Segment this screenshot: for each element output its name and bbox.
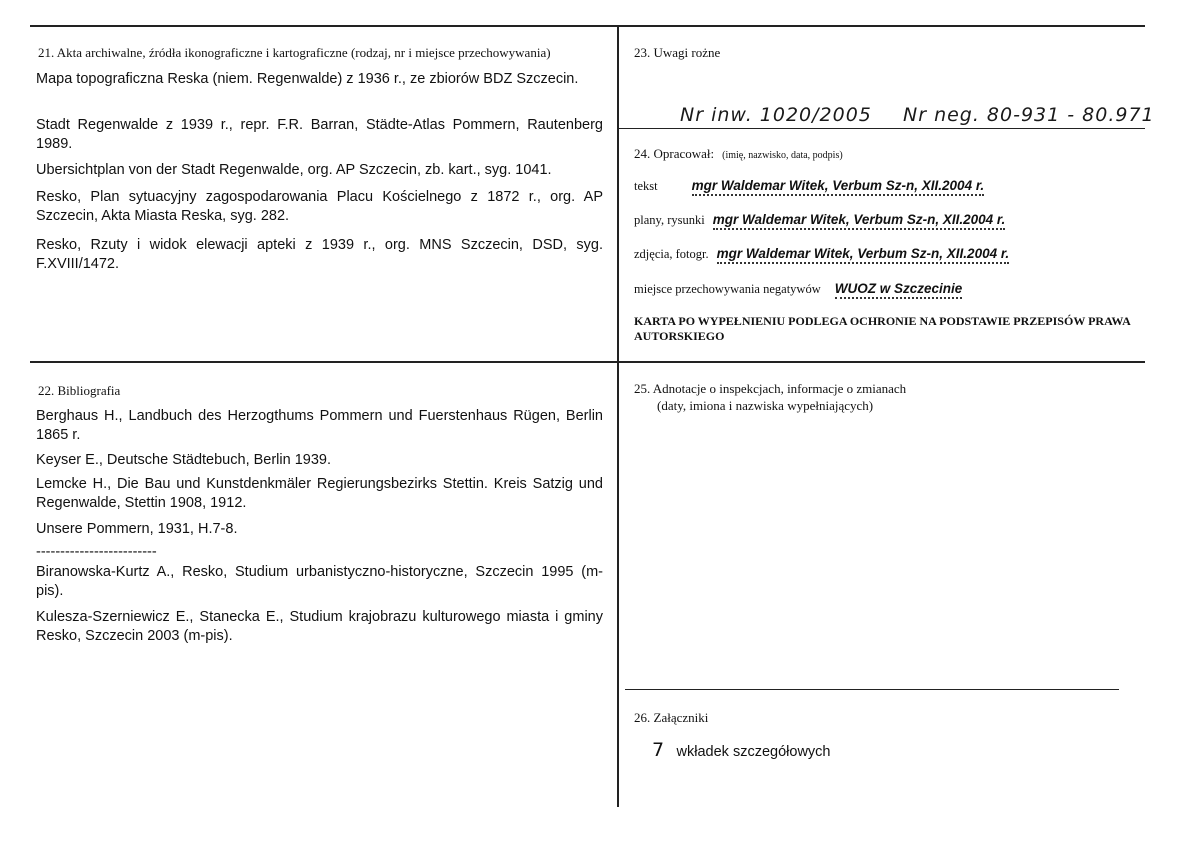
section-24-label — [634, 145, 843, 163]
top-border — [30, 25, 1145, 27]
section-22-label: 22. Bibliografia — [38, 383, 121, 398]
field-plans-label: plany, rysunki — [634, 213, 705, 227]
field-photos-value: mgr Waldemar Witek, Verbum Sz-n, XII.2004 r. — [717, 246, 1009, 264]
bibliography-item-1: Berghaus H., Landbuch des Herzogthums Pommern und Fuerstenhaus Rügen, Berlin 1865 r. — [36, 408, 603, 443]
field-negatives-value: WUOZ w Szczecinie — [835, 281, 963, 299]
section-26-label: 26. Załączniki — [634, 710, 709, 725]
archive-item-4: Resko, Plan sytuacyjny zagospodarowania Placu Kościelnego z 1872 r., org. AP Szczecin, Akta Miasta Reska, syg. 282. — [36, 189, 603, 224]
attachments-line — [652, 739, 830, 761]
field-negatives-label: miejsce przechowywania negatywów — [634, 282, 821, 296]
divider-25-26 — [625, 689, 1119, 690]
section-23-label: 23. Uwagi rożne — [634, 45, 721, 60]
field-text — [634, 178, 984, 196]
attachments-count: 7 — [652, 739, 665, 761]
copyright-notice: KARTA PO WYPEŁNIENIU PODLEGA OCHRONIE NA PODSTAWIE PRZEPISÓW PRAWA AUTORSKIEGO — [634, 314, 1131, 343]
section-25-sub: (daty, imiona i nazwiska wypełniających) — [657, 398, 874, 413]
field-photos-label: zdjęcia, fotogr. — [634, 247, 709, 261]
handwritten-negative-number: Nr neg. 80-931 - 80.971 — [903, 104, 1155, 126]
field-negatives — [634, 281, 962, 299]
bibliography-item-3: Lemcke H., Die Bau und Kunstdenkmäler Regierungsbezirks Stettin. Kreis Satzig und Regenwalde, Stettin 1908, 1912. — [36, 476, 603, 511]
archive-item-3: Ubersichtplan von der Stadt Regenwalde, org. AP Szczecin, zb. kart., syg. 1041. — [36, 162, 552, 178]
archive-item-2: Stadt Regenwalde z 1939 r., repr. F.R. Barran, Städte-Atlas Pommern, Rautenberg 1989. — [36, 117, 603, 152]
section-24-note: (imię, nazwisko, data, podpis) — [722, 150, 843, 161]
center-divider — [617, 25, 619, 807]
archive-item-5: Resko, Rzuty i widok elewacji apteki z 1939 r., org. MNS Szczecin, DSD, syg. F.XVIII/1472. — [36, 237, 603, 272]
archive-item-1: Mapa topograficzna Reska (niem. Regenwalde) z 1936 r., ze zbiorów BDZ Szczecin. — [36, 71, 579, 87]
bibliography-item-4: Unsere Pommern, 1931, H.7-8. — [36, 521, 238, 537]
field-text-label: tekst — [634, 179, 658, 193]
bibliography-separator: ------------------------- — [36, 544, 157, 560]
bibliography-item-2: Keyser E., Deutsche Städtebuch, Berlin 1939. — [36, 452, 332, 468]
section-25-label: 25. Adnotacje o inspekcjach, informacje o zmianach — [634, 381, 907, 396]
bibliography-item-6: Kulesza-Szerniewicz E., Stanecka E., Studium krajobrazu kulturowego miasta i gminy Resko, Szczecin 2003 (m-pis). — [36, 609, 603, 644]
attachments-text: wkładek szczegółowych — [676, 744, 831, 760]
middle-border — [30, 361, 1145, 363]
field-plans-value: mgr Waldemar Witek, Verbum Sz-n, XII.2004 r. — [713, 212, 1005, 230]
section-24-title: 24. Opracował: — [634, 146, 715, 161]
divider-23-24 — [619, 128, 1145, 129]
bibliography-item-5: Biranowska-Kurtz A., Resko, Studium urbanistyczno-historyczne, Szczecin 1995 (m-pis). — [36, 564, 603, 599]
field-plans — [634, 212, 1005, 230]
field-text-value: mgr Waldemar Witek, Verbum Sz-n, XII.2004 r. — [692, 178, 984, 196]
handwritten-inventory-number: Nr inw. 1020/2005 — [680, 104, 872, 126]
section-21-label: 21. Akta archiwalne, źródła ikonograficzne i kartograficzne (rodzaj, nr i miejsce przechowywania) — [38, 45, 551, 60]
field-photos — [634, 246, 1009, 264]
